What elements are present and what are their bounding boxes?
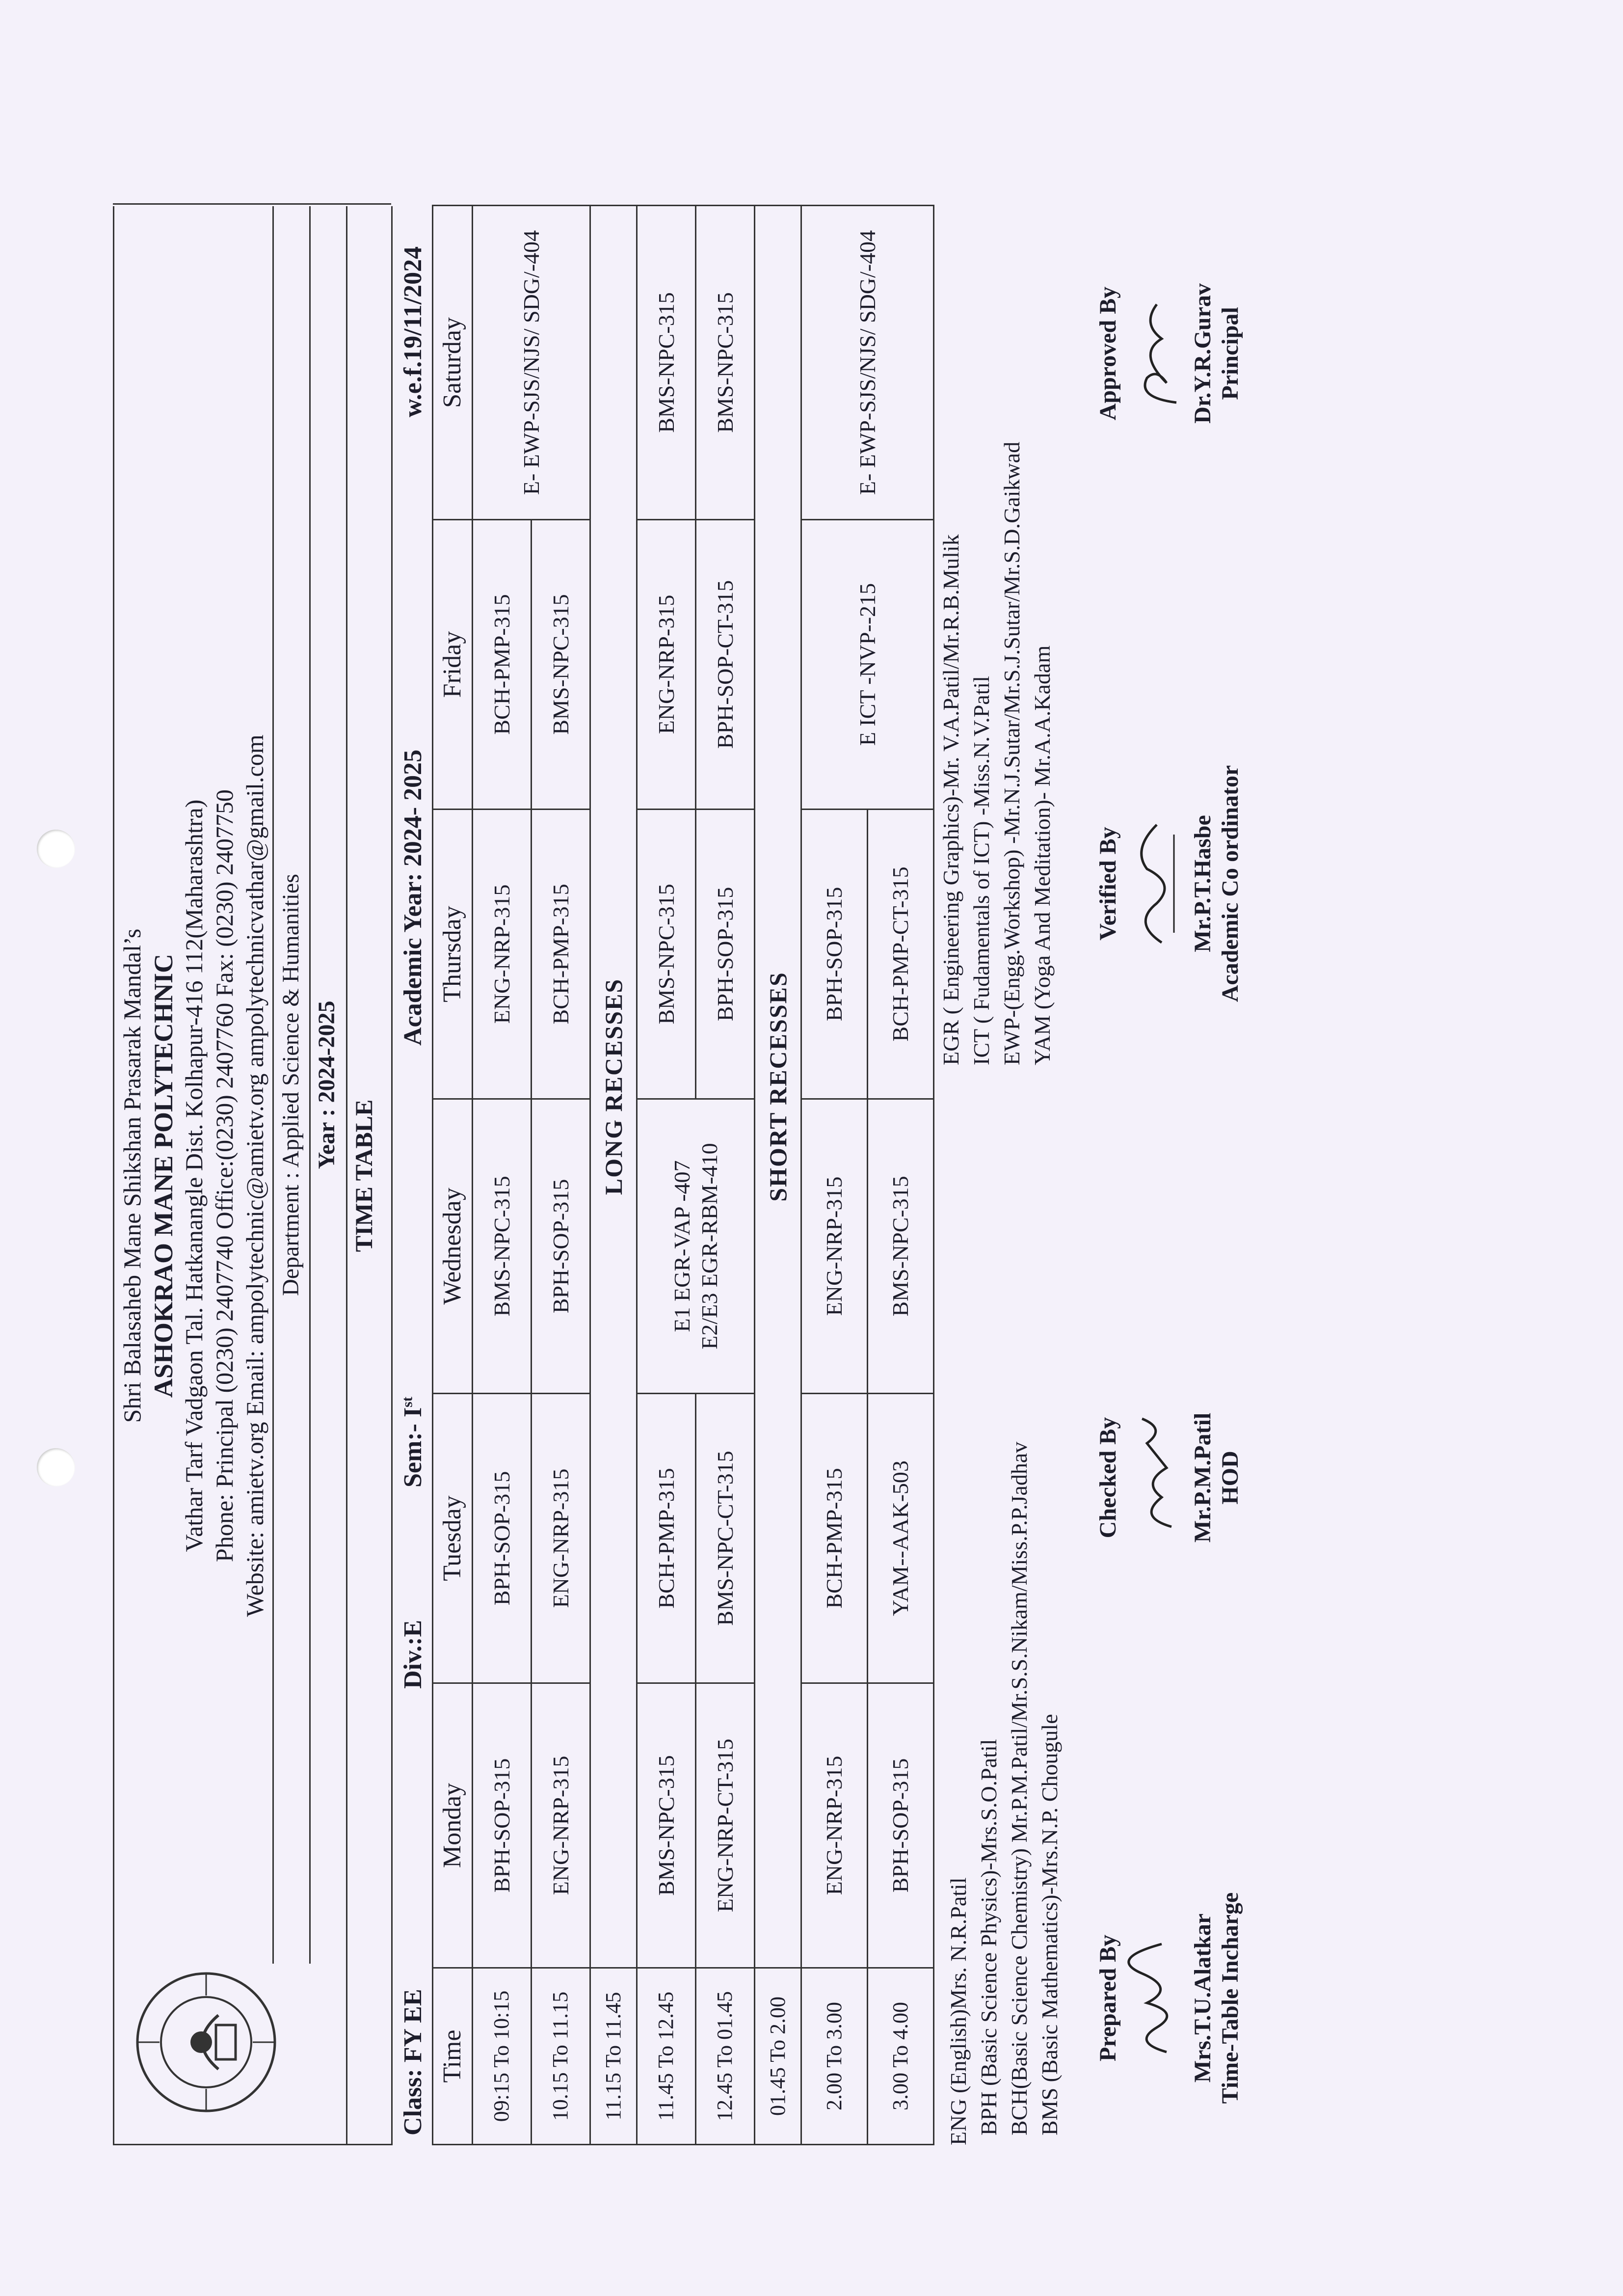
legend-ewp: EWP-(Engg.Workshop) -Mr.N.J.Sutar/Mr.S.J.Sutar/Mr.S.D.Gaikwad xyxy=(999,441,1024,1065)
verified-by-title: Verified By xyxy=(1095,827,1121,941)
table-cell: BPH-SOP-315 xyxy=(473,1394,532,1683)
table-cell: BPH-SOP-315 xyxy=(473,1683,532,1968)
table-cell: E- EWP-SJS/NJS/ SDG/-404 xyxy=(801,206,934,520)
short-recess: SHORT RECESSES xyxy=(755,206,801,1968)
table-row xyxy=(755,206,801,2145)
col-time: Time xyxy=(433,1968,473,2145)
checked-by-title: Checked By xyxy=(1095,1417,1121,1539)
col-thursday: Thursday xyxy=(433,810,473,1099)
approved-by-name: Dr.Y.R.Gurav xyxy=(1189,283,1216,424)
approved-by-block xyxy=(1094,216,1245,491)
table-row xyxy=(473,206,532,2145)
table-row xyxy=(637,206,696,2145)
table-cell: BMS-NPC-315 xyxy=(473,1099,532,1394)
verified-by-block xyxy=(1094,731,1245,1036)
rotated-timetable-sheet xyxy=(98,157,1291,2145)
table-cell: BPH-SOP-CT-315 xyxy=(696,520,755,810)
wef-date: w.e.f.19/11/2024 xyxy=(399,246,427,417)
institute-name: ASHOKRAO MANE POLYTECHNIC xyxy=(149,953,178,1398)
verified-by-role: Academic Co ordinator xyxy=(1217,765,1244,1002)
sem-superscript: st xyxy=(399,1397,416,1407)
legend-eng: ENG (English)Mrs. N.R.Patil xyxy=(946,1877,971,2145)
header-rule-2 xyxy=(309,206,311,1964)
table-cell: ENG-NRP-315 xyxy=(532,1683,590,1968)
table-cell: BMS-NPC-315 xyxy=(637,810,696,1099)
legend-bch: BCH(Basic Science Chemistry) Mr.P.M.Patil/Mr.S.S.Nikam/Miss.P.P.Jadhav xyxy=(1007,1441,1032,2135)
header-rule-1 xyxy=(272,206,274,1964)
legend-ict: ICT ( Fudamentals of ICT) -Miss.N.V.Patil xyxy=(969,675,994,1065)
table-cell: ENG-NRP-315 xyxy=(637,520,696,810)
time-cell: 01.45 To 2.00 xyxy=(755,1968,801,2145)
checked-signature xyxy=(1127,1414,1186,1541)
time-cell: 2.00 To 3.00 xyxy=(801,1968,868,2145)
table-cell: BMS-NPC-315 xyxy=(868,1099,934,1394)
header-row xyxy=(433,206,473,2145)
div-label: Div.:E xyxy=(399,1620,427,1689)
institute-address: Vathar Tarf Vadgaon Tal. Hatkanangle Dist. Kolhapur-416 112(Maharashtra) xyxy=(180,799,208,1552)
approved-by-title: Approved By xyxy=(1095,286,1121,421)
class-label: Class: FY EE xyxy=(399,1989,427,2135)
checked-by-role: HOD xyxy=(1217,1451,1244,1505)
cell-line: E1 EGR-VAP -407 xyxy=(669,1160,695,1332)
table-row xyxy=(590,206,637,2145)
table-cell: BPH-SOP-315 xyxy=(868,1683,934,1968)
prepared-by-title: Prepared By xyxy=(1095,1934,1121,2062)
table-row xyxy=(801,206,868,2145)
time-cell: 10.15 To 11.15 xyxy=(532,1968,590,2145)
table-cell: E- EWP-SJS/NJS/ SDG/-404 xyxy=(473,206,590,520)
year: Year : 2024-2025 xyxy=(314,1000,340,1169)
table-cell xyxy=(637,1099,755,1394)
header-rule-4 xyxy=(391,206,393,2145)
table-cell: BMS-NPC-315 xyxy=(696,206,755,520)
cell-line: E2/E3 EGR-RBM-410 xyxy=(696,1143,722,1350)
timetable xyxy=(432,205,934,2145)
contact-phone: Phone: Principal (0230) 2407740 Office:(0230) 2407760 Fax: (0230) 2407750 xyxy=(211,789,238,1562)
time-cell: 09:15 To 10:15 xyxy=(473,1968,532,2145)
long-recess: LONG RECESSES xyxy=(590,206,637,1968)
table-cell: ENG-NRP-CT-315 xyxy=(696,1683,755,1968)
approved-signature xyxy=(1127,290,1186,417)
prepared-by-block xyxy=(1094,1861,1245,2135)
legend-bms: BMS (Basic Mathematics)-Mrs.N.P. Chougule xyxy=(1037,1714,1062,2135)
table-cell: BPH-SOP-315 xyxy=(696,810,755,1099)
table-cell: BMS-NPC-CT-315 xyxy=(696,1394,755,1683)
legend-egr: EGR ( Engineering Graphics)-Mr. V.A.Patil/Mr.R.B.Mulik xyxy=(938,534,963,1065)
table-cell: BMS-NPC-315 xyxy=(532,520,590,810)
prepared-by-name: Mrs.T.U.Alatkar xyxy=(1189,1913,1216,2083)
table-cell: YAM--AAK-503 xyxy=(868,1394,934,1683)
legend-yam: YAM (Yoga And Meditation)- Mr.A.A.Kadam xyxy=(1030,645,1055,1065)
trust-name: Shri Balasaheb Mane Shikshan Prasarak Mandal’s xyxy=(118,928,146,1423)
punch-hole-bottom xyxy=(37,1448,75,1486)
col-friday: Friday xyxy=(433,520,473,810)
prepared-by-role: Time-Table Incharge xyxy=(1217,1892,1244,2104)
table-cell: BCH-PMP-CT-315 xyxy=(868,810,934,1099)
col-monday: Monday xyxy=(433,1683,473,1968)
table-cell: BPH-SOP-315 xyxy=(801,810,868,1099)
table-cell: ENG-NRP-315 xyxy=(801,1683,868,1968)
header-rule-3 xyxy=(346,206,347,2145)
table-cell: ENG-NRP-315 xyxy=(473,810,532,1099)
table-cell: BCH-PMP-315 xyxy=(473,520,532,810)
sem-label xyxy=(399,1397,427,1487)
table-cell: ENG-NRP-315 xyxy=(532,1394,590,1683)
legend-bph: BPH (Basic Science Physics)-Mrs.S.O.Patil xyxy=(976,1739,1001,2135)
col-saturday: Saturday xyxy=(433,206,473,520)
approved-by-role: Principal xyxy=(1217,307,1244,400)
time-cell: 11.15 To 11.45 xyxy=(590,1968,637,2145)
contact-website: Website: amietv.org Email: ampolytechnic@amietv.org ampolytechnicvathar@gmail.com xyxy=(241,734,268,1617)
table-cell: BCH-PMP-315 xyxy=(801,1394,868,1683)
table-cell: E ICT -NVP--215 xyxy=(801,520,934,810)
table-cell: ENG-NRP-315 xyxy=(801,1099,868,1394)
checked-by-name: Mr.P.M.Patil xyxy=(1189,1412,1216,1543)
doc-title: TIME TABLE xyxy=(350,1099,377,1252)
punch-hole-top xyxy=(37,830,75,868)
prepared-signature xyxy=(1127,1934,1186,2062)
col-wednesday: Wednesday xyxy=(433,1099,473,1394)
verified-signature xyxy=(1127,815,1186,952)
table-cell: BCH-PMP-315 xyxy=(532,810,590,1099)
table-cell: BMS-NPC-315 xyxy=(637,1683,696,1968)
department: Department : Applied Science & Humanities xyxy=(278,874,304,1296)
time-cell: 12.45 To 01.45 xyxy=(696,1968,755,2145)
time-cell: 11.45 To 12.45 xyxy=(637,1968,696,2145)
table-cell: BMS-NPC-315 xyxy=(637,206,696,520)
time-cell: 3.00 To 4.00 xyxy=(868,1968,934,2145)
table-cell: BPH-SOP-315 xyxy=(532,1099,590,1394)
sem-text: Sem:- I xyxy=(399,1407,427,1487)
academic-year: Academic Year: 2024- 2025 xyxy=(399,749,427,1046)
verified-by-name: Mr.P.T.Hasbe xyxy=(1189,815,1216,952)
table-cell: BCH-PMP-315 xyxy=(637,1394,696,1683)
col-tuesday: Tuesday xyxy=(433,1394,473,1683)
checked-by-block xyxy=(1094,1340,1245,1615)
